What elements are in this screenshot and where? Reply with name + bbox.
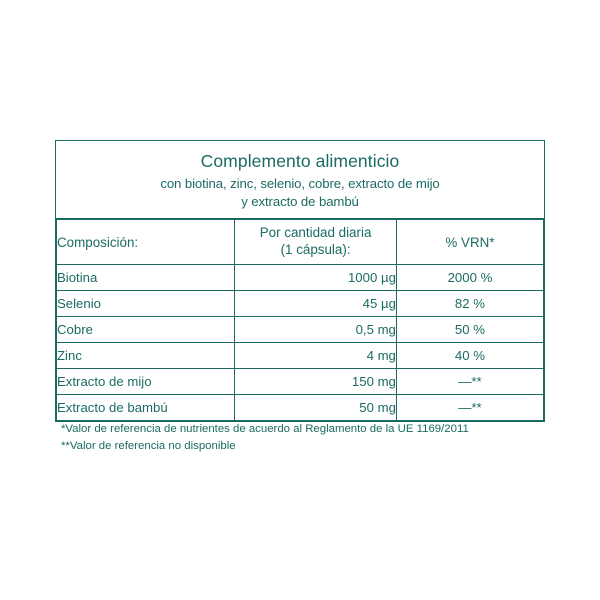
composition-table: [56, 219, 544, 421]
cell-nutrient-name: Extracto de bambú: [57, 395, 235, 421]
column-header-amount-line-1: Por cantidad diaria: [259, 225, 372, 241]
table-row: [57, 291, 544, 317]
cell-nutrient-amount: 45 µg: [235, 291, 397, 317]
table-header-row: [57, 220, 544, 265]
cell-nutrient-amount: 50 mg: [235, 395, 397, 421]
cell-nutrient-vrn: —**: [396, 395, 543, 421]
cell-nutrient-vrn: —**: [396, 369, 543, 395]
footnote-no-reference: **Valor de referencia no disponible: [61, 440, 236, 453]
page-subtitle-line-1: con biotina, zinc, selenio, cobre, extracto de mijo: [160, 175, 440, 191]
footnotes: [55, 421, 555, 455]
column-header-vrn: % VRN*: [396, 220, 543, 265]
cell-nutrient-name: Selenio: [57, 291, 235, 317]
cell-nutrient-name: Cobre: [57, 317, 235, 343]
page-subtitle-line-2: y extracto de bambú: [241, 194, 359, 210]
cell-nutrient-name: Extracto de mijo: [57, 369, 235, 395]
panel-title-block: [56, 141, 544, 219]
table-row: [57, 369, 544, 395]
table-row: [57, 343, 544, 369]
table-row: [57, 265, 544, 291]
cell-nutrient-vrn: 50 %: [396, 317, 543, 343]
cell-nutrient-name: Biotina: [57, 265, 235, 291]
column-header-amount-line-2: (1 cápsula):: [280, 242, 351, 258]
nutrition-panel: [55, 140, 545, 422]
column-header-composition: Composición:: [57, 220, 235, 265]
cell-nutrient-vrn: 40 %: [396, 343, 543, 369]
footnote-vrn-reference: *Valor de referencia de nutrientes de acuerdo al Reglamento de la UE 1169/2011: [61, 423, 469, 435]
cell-nutrient-amount: 150 mg: [235, 369, 397, 395]
table-row: [57, 395, 544, 421]
table-row: [57, 317, 544, 343]
cell-nutrient-vrn: 2000 %: [396, 265, 543, 291]
column-header-amount: [235, 220, 397, 265]
cell-nutrient-amount: 0,5 mg: [235, 317, 397, 343]
cell-nutrient-vrn: 82 %: [396, 291, 543, 317]
page-title: Complemento alimenticio: [200, 151, 400, 171]
cell-nutrient-amount: 1000 µg: [235, 265, 397, 291]
cell-nutrient-amount: 4 mg: [235, 343, 397, 369]
cell-nutrient-name: Zinc: [57, 343, 235, 369]
